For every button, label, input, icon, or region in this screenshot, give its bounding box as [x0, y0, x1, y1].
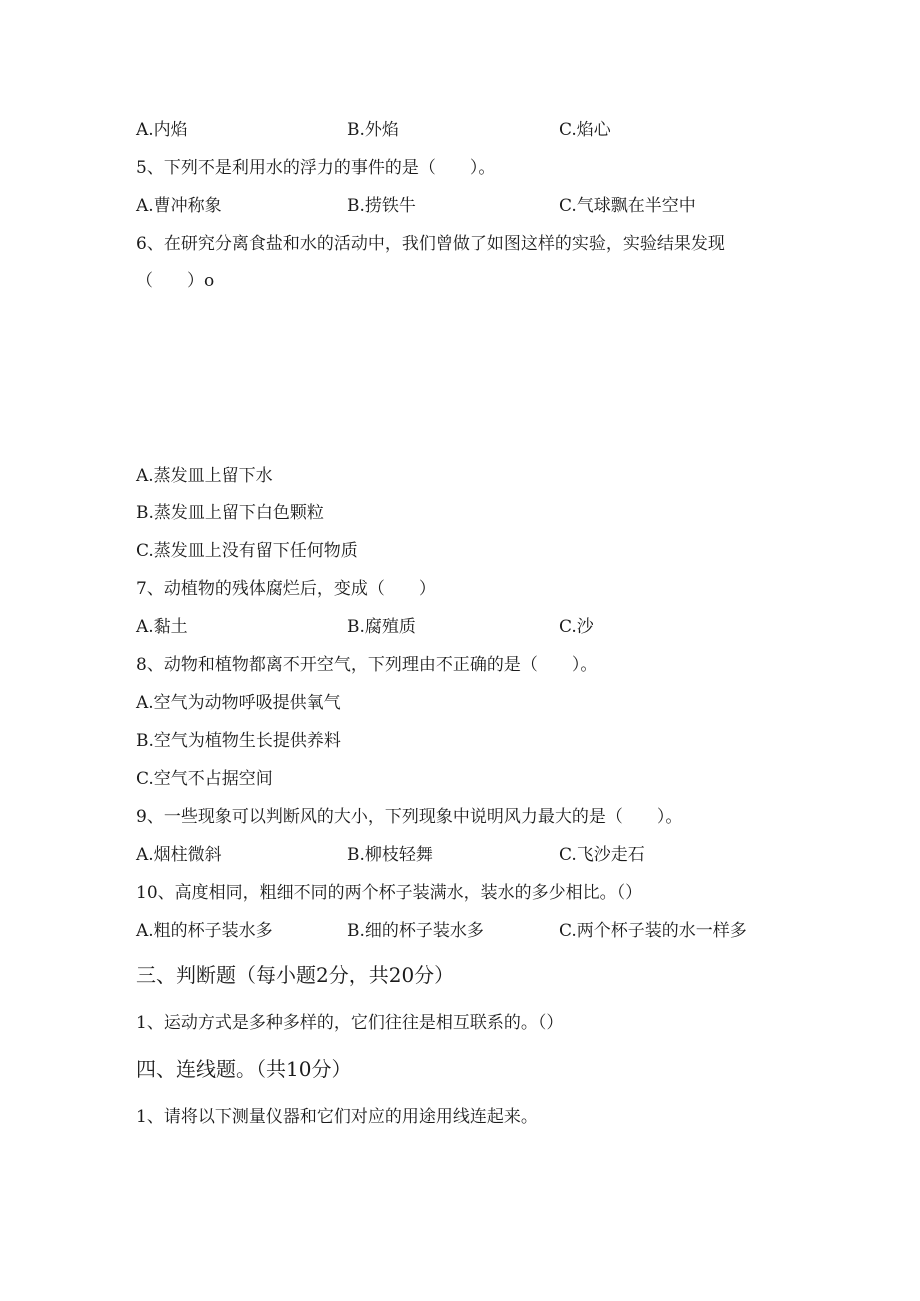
q7-option-c: C.沙 [559, 617, 594, 637]
q5-option-a: A.曹冲称象 [136, 196, 222, 216]
q10-option-c: C.两个杯子装的水一样多 [559, 921, 747, 941]
q8-stem: 8、动物和植物都离不开空气，下列理由不正确的是（ ）。 [136, 655, 598, 675]
section4-heading: 四、连线题。（共10分） [136, 1057, 352, 1081]
q5-option-c: C.气球飘在半空中 [559, 196, 696, 216]
section3-heading: 三、判断题（每小题2分，共20分） [136, 963, 455, 987]
q9-option-a: A.烟柱微斜 [136, 845, 222, 865]
q7-option-a: A.黏土 [136, 617, 188, 637]
q6-stem-line1: 6、在研究分离食盐和水的活动中，我们曾做了如图这样的实验，实验结果发现 [136, 234, 725, 254]
q8-option-b: B.空气为植物生长提供养料 [136, 731, 341, 751]
q9-stem: 9、一些现象可以判断风的大小，下列现象中说明风力最大的是（ ）。 [136, 807, 683, 827]
q8-option-c: C.空气不占据空间 [136, 769, 273, 789]
q5-option-b: B.捞铁牛 [347, 196, 416, 216]
q8-option-a: A.空气为动物呼吸提供氧气 [136, 693, 341, 713]
q10-option-a: A.粗的杯子装水多 [136, 921, 273, 941]
q10-option-b: B.细的杯子装水多 [347, 921, 484, 941]
q6-option-b: B.蒸发皿上留下白色颗粒 [136, 503, 324, 523]
section4-q1: 1、请将以下测量仪器和它们对应的用途用线连起来。 [136, 1107, 538, 1127]
q6-option-a: A.蒸发皿上留下水 [136, 466, 273, 486]
q10-stem: 10、高度相同，粗细不同的两个杯子装满水，装水的多少相比。（） [136, 883, 643, 903]
q5-stem: 5、下列不是利用水的浮力的事件的是（ ）。 [136, 158, 496, 178]
q6-figure-area [136, 305, 776, 455]
q4-option-a: A.内焰 [136, 120, 188, 140]
q6-stem-line2: （ ）o [136, 271, 215, 291]
q7-stem: 7、动植物的残体腐烂后，变成（ ） [136, 579, 436, 599]
section3-q1: 1、运动方式是多种多样的，它们往往是相互联系的。（） [136, 1013, 564, 1033]
q6-option-c: C.蒸发皿上没有留下任何物质 [136, 541, 358, 561]
q9-option-b: B.柳枝轻舞 [347, 845, 433, 865]
q9-option-c: C.飞沙走石 [559, 845, 645, 865]
q4-option-c: C.焰心 [559, 120, 611, 140]
q4-option-b: B.外焰 [347, 120, 399, 140]
q7-option-b: B.腐殖质 [347, 617, 416, 637]
